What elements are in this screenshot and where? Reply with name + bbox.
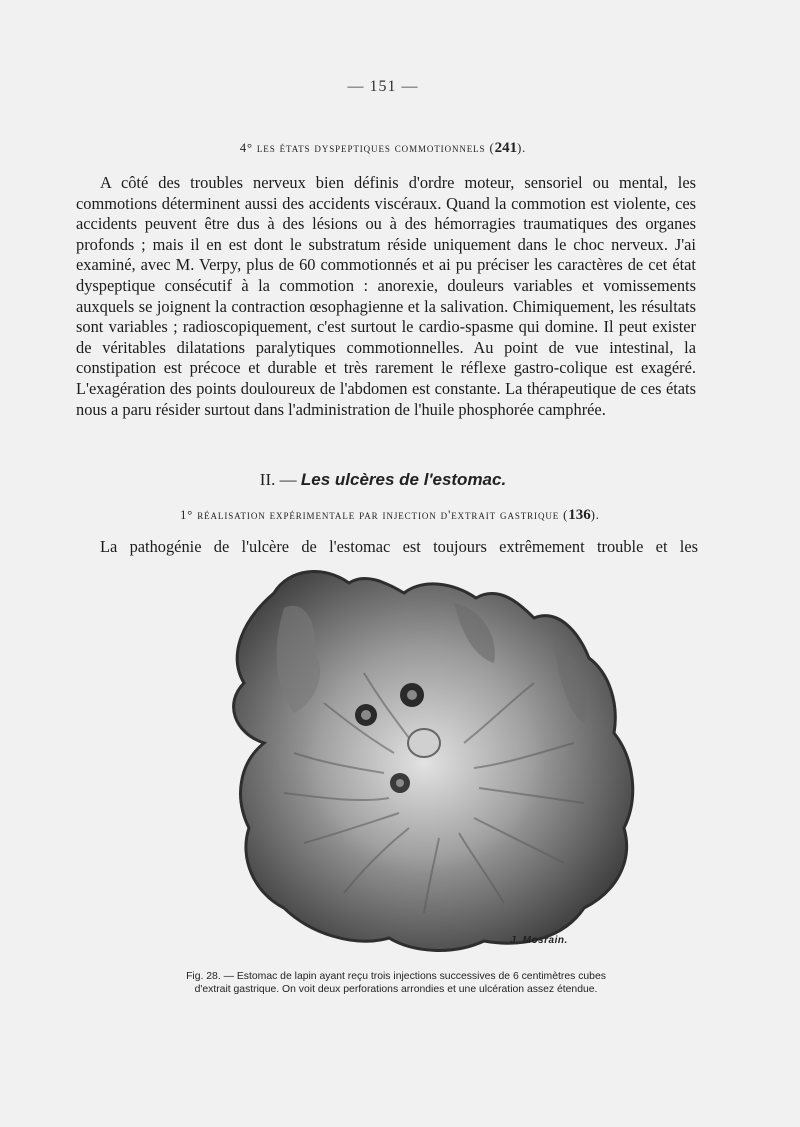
page-number: — 151 — [347, 78, 419, 95]
section-roman-numeral: II. — [259, 470, 301, 489]
heading-text: 4° les états dyspeptiques commotionnels ( [239, 141, 495, 155]
ulceration-icon [408, 729, 440, 757]
paragraph-text: A côté des troubles nerveux bien définis d'ordre moteur, sensoriel ou mental, les commotions déterminent aussi des accidents viscéraux. Quand la commotion est violente, ces accidents peuvent être dus à des lésions ou à des hémorragies traumatiques des organes profonds ; mais il en est dont le substratum réside uniquement dans le choc nerveux. J'ai examiné, avec M. Verpy, plus de 60 commotionnés et ai pu préciser les caractères de cet état dyspeptique consécutif à la commotion : anorexie, douleurs variables et vomissements auxquels se joignent la contraction œsophagienne et la salivation. Chimiquement, les résultats sont variables ; radioscopiquement, c'est surtout le cardio-spasme qui domine. Il peut exister de véritables dilatations paralytiques commotionnelles. Au point de vue intestinal, la constipation est précoce et durable et très rarement le réflexe gastro-colique est exagéré. L'exagération des points douloureux de l'abdomen est constante. La thérapeutique de ces états nous a paru résider surtout dans l'administration de l'huile phosphorée camphrée. [76, 173, 696, 419]
reference-number: 241 [494, 140, 518, 156]
section-title [0, 470, 766, 490]
heading-text: 1° réalisation expérimentale par injection d'extrait gastrique ( [180, 508, 569, 522]
body-paragraph-commotion [76, 173, 696, 420]
reference-number: 136 [568, 507, 591, 523]
subsection-heading-commotion [0, 140, 766, 157]
stomach-illustration [214, 563, 666, 958]
heading-suffix: ). [590, 508, 600, 522]
caption-line: d'extrait gastrique. On voit deux perforations arrondies et une ulcération assez étendue. [194, 984, 598, 995]
section-title-text: Les ulcères de l'estomac. [300, 470, 507, 489]
figure-caption [146, 970, 646, 996]
illustrator-signature: J. Mosrain. [510, 935, 568, 946]
body-paragraph-pathogenie: La pathogénie de l'ulcère de l'estomac est toujours extrêmement trouble et les [100, 537, 698, 556]
subsection-heading-realisation [0, 507, 780, 524]
stomach-center [304, 653, 544, 873]
heading-suffix: ). [517, 141, 527, 155]
caption-line: Fig. 28. — Estomac de lapin ayant reçu trois injections successives de 6 centimètres cubes [186, 971, 606, 982]
